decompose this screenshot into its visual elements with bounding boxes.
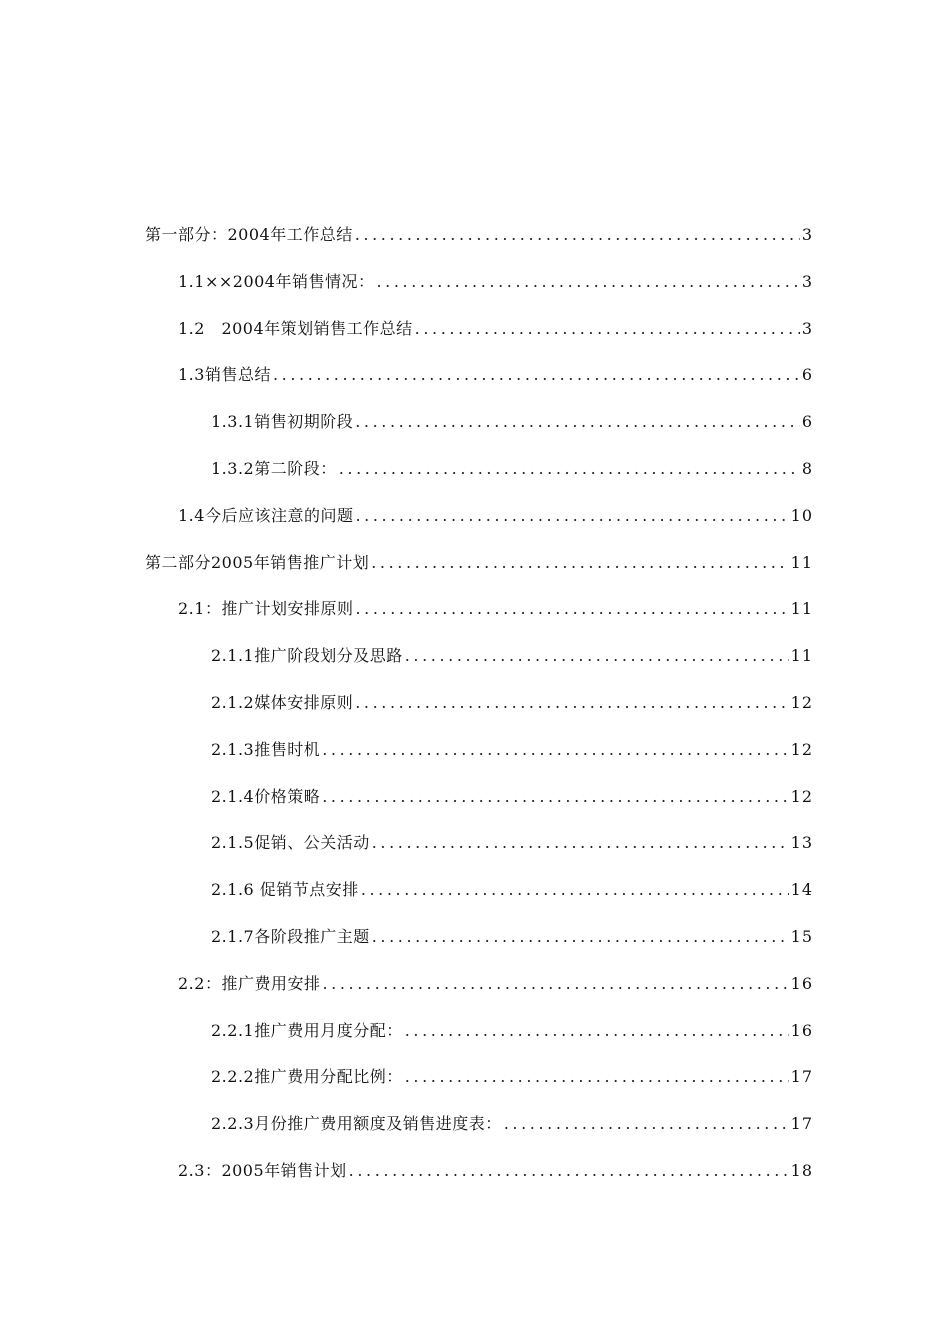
toc-dot-leader (361, 880, 789, 900)
toc-dot-leader (355, 506, 788, 526)
toc-entry-title: 1.2 2004年策划销售工作总结 (178, 318, 413, 338)
toc-entry-page: 17 (790, 1114, 813, 1134)
toc-dot-leader (372, 833, 789, 853)
toc-dot-leader (322, 787, 788, 807)
toc-entry-page: 12 (790, 692, 813, 712)
toc-entry[interactable] (145, 833, 813, 880)
toc-entry-title: 2.2.2推广费用分配比例： (211, 1067, 403, 1087)
toc-entry-page: 18 (790, 1160, 813, 1180)
toc-entry-title: 2.3：2005年销售计划 (178, 1160, 347, 1180)
toc-entry-page: 14 (790, 880, 813, 900)
toc-entry-title: 2.2.1推广费用月度分配： (211, 1020, 403, 1040)
toc-entry-page: 11 (790, 599, 813, 619)
toc-entry[interactable] (145, 553, 813, 600)
toc-entry-page: 10 (790, 505, 813, 525)
toc-entry[interactable] (145, 1021, 813, 1068)
toc-entry[interactable] (145, 365, 813, 412)
toc-entry-title: 2.2：推广费用安排 (178, 973, 321, 993)
toc-entry-page: 12 (790, 786, 813, 806)
toc-dot-leader (339, 459, 800, 479)
toc-entry-page: 16 (790, 1020, 813, 1040)
toc-dot-leader (355, 225, 800, 245)
toc-dot-leader (322, 740, 788, 760)
toc-dot-leader (504, 1114, 789, 1134)
toc-entry-page: 15 (790, 926, 813, 946)
toc-dot-leader (372, 927, 789, 947)
toc-entry-title: 2.2.3月份推广费用额度及销售进度表： (211, 1114, 502, 1134)
toc-entry-page: 13 (790, 833, 813, 853)
toc-entry[interactable] (145, 646, 813, 693)
toc-dot-leader (376, 272, 799, 292)
toc-entry[interactable] (145, 272, 813, 319)
toc-dot-leader (349, 1161, 789, 1181)
toc-entry-title: 1.1××2004年销售情况： (178, 271, 375, 291)
toc-entry-title: 1.4今后应该注意的问题 (178, 505, 354, 525)
toc-entry-title: 2.1.2媒体安排原则 (211, 692, 354, 712)
toc-dot-leader (405, 1021, 789, 1041)
toc-entry[interactable] (145, 1114, 813, 1161)
toc-dot-leader (355, 412, 800, 432)
toc-entry[interactable] (145, 459, 813, 506)
toc-entry[interactable] (145, 787, 813, 834)
toc-dot-leader (355, 599, 788, 619)
table-of-contents (145, 225, 813, 1208)
toc-entry-title: 2.1.1推广阶段划分及思路 (211, 646, 403, 666)
toc-dot-leader (371, 553, 788, 573)
toc-entry-title: 1.3.1销售初期阶段 (211, 412, 354, 432)
toc-entry-page: 3 (801, 271, 813, 291)
toc-entry-page: 6 (801, 365, 813, 385)
toc-entry[interactable] (145, 319, 813, 366)
toc-dot-leader (415, 319, 800, 339)
toc-entry-title: 2.1.4价格策略 (211, 786, 321, 806)
toc-entry[interactable] (145, 740, 813, 787)
toc-entry-title: 2.1：推广计划安排原则 (178, 599, 354, 619)
toc-entry[interactable] (145, 225, 813, 272)
toc-entry-title: 2.1.3推售时机 (211, 739, 321, 759)
toc-entry-page: 16 (790, 973, 813, 993)
toc-entry-title: 2.1.5促销、公关活动 (211, 833, 370, 853)
toc-entry[interactable] (145, 974, 813, 1021)
toc-entry-page: 12 (790, 739, 813, 759)
toc-entry[interactable] (145, 599, 813, 646)
toc-entry-page: 8 (801, 458, 813, 478)
toc-entry-title: 1.3.2第二阶段： (211, 458, 337, 478)
toc-dot-leader (322, 974, 788, 994)
toc-entry-page: 17 (790, 1067, 813, 1087)
toc-entry[interactable] (145, 880, 813, 927)
toc-entry[interactable] (145, 1161, 813, 1208)
toc-entry-page: 11 (790, 552, 813, 572)
toc-dot-leader (273, 365, 800, 385)
toc-entry-title: 第二部分2005年销售推广计划 (145, 552, 370, 572)
toc-entry-title: 2.1.6 促销节点安排 (211, 880, 359, 900)
toc-entry-page: 3 (801, 225, 813, 244)
toc-entry-title: 1.3销售总结 (178, 365, 271, 385)
toc-entry-title: 第一部分：2004年工作总结 (145, 225, 353, 244)
toc-entry-page: 11 (790, 646, 813, 666)
toc-entry[interactable] (145, 412, 813, 459)
toc-entry[interactable] (145, 506, 813, 553)
toc-dot-leader (405, 1067, 789, 1087)
toc-entry-page: 3 (801, 318, 813, 338)
toc-entry[interactable] (145, 693, 813, 740)
toc-dot-leader (355, 693, 788, 713)
toc-entry-page: 6 (801, 412, 813, 432)
toc-entry[interactable] (145, 927, 813, 974)
toc-dot-leader (405, 646, 789, 666)
toc-entry[interactable] (145, 1067, 813, 1114)
toc-entry-title: 2.1.7各阶段推广主题 (211, 926, 370, 946)
